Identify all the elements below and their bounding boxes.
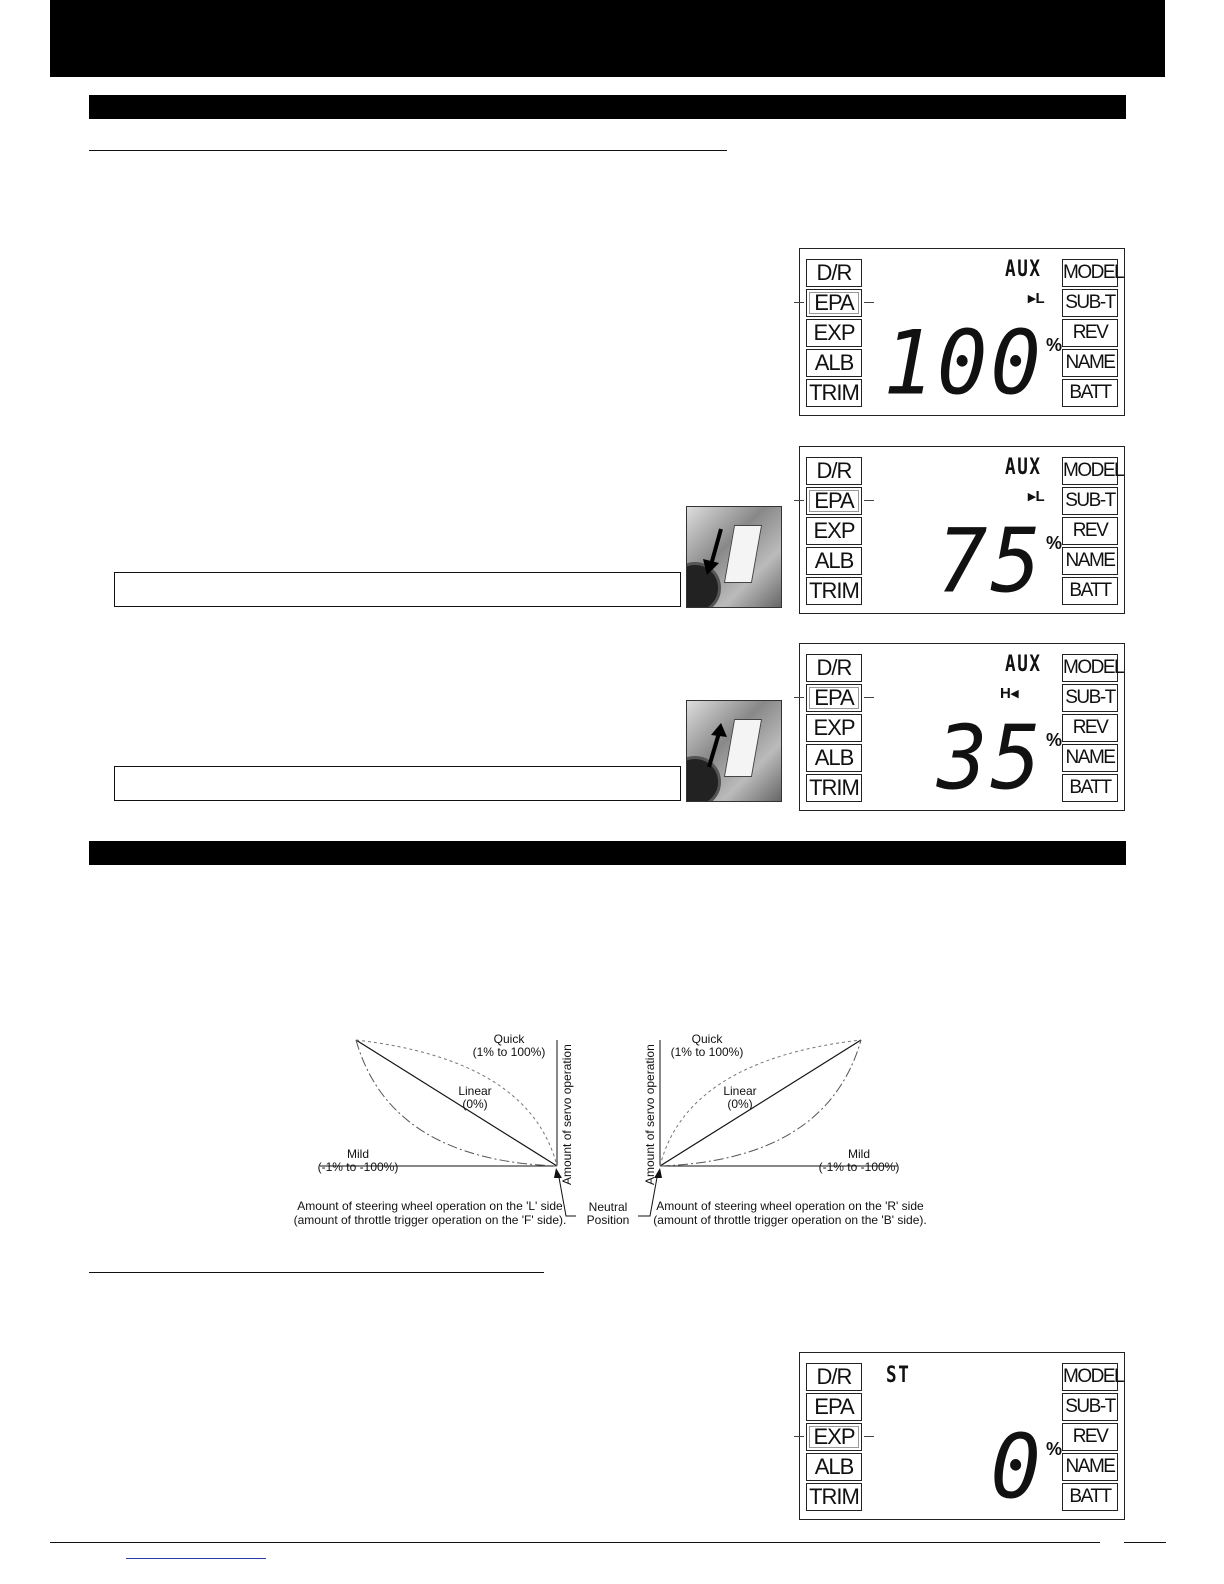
lcd-label-exp: EXP — [806, 517, 862, 545]
left-quick-label: Quick — [493, 1032, 525, 1046]
lcd-percent-sign: % — [1045, 730, 1062, 750]
lcd-label-alb: ALB — [806, 349, 862, 377]
blink-tick-left — [794, 697, 804, 698]
left-linear-label: Linear — [458, 1084, 492, 1098]
lcd-label-trim: TRIM — [806, 577, 862, 605]
lcd-label-batt: BATT — [1062, 1483, 1118, 1511]
lcd-label-dr: D/R — [806, 259, 862, 287]
left-x-label-2: (amount of throttle trigger operation on the 'F' side). — [293, 1213, 567, 1227]
lcd-channel: ST — [886, 1363, 911, 1388]
lcd-label-exp: EXP — [806, 319, 862, 347]
lcd-label-alb: ALB — [806, 547, 862, 575]
lcd-label-epa: EPA — [806, 289, 862, 317]
exponential-curve-diagram — [290, 1020, 930, 1260]
page-header-bar — [50, 0, 1165, 77]
note-box — [114, 572, 681, 607]
blink-tick-left — [794, 302, 804, 303]
blink-tick-left — [794, 500, 804, 501]
lcd-label-epa: EPA — [806, 1393, 862, 1421]
blink-tick-right — [864, 500, 874, 501]
lcd-label-rev: REV — [1062, 1423, 1118, 1451]
blink-tick-right — [864, 697, 874, 698]
right-quick-label: Quick — [691, 1032, 723, 1046]
lcd-display-aux-35 — [799, 643, 1125, 811]
lcd-label-rev: REV — [1062, 319, 1118, 347]
lcd-label-subt: SUB-T — [1062, 487, 1118, 515]
section-header-bar-epa — [89, 95, 1126, 119]
footer-rule — [50, 1542, 1100, 1543]
lcd-label-trim: TRIM — [806, 379, 862, 407]
lcd-label-model: MODEL — [1062, 457, 1118, 485]
lcd-channel: AUX — [1005, 455, 1042, 480]
lcd-label-alb: ALB — [806, 1453, 862, 1481]
lcd-label-dr: D/R — [806, 654, 862, 682]
lcd-value: 100 — [883, 311, 1044, 415]
lcd-label-rev: REV — [1062, 517, 1118, 545]
right-linear-range: (0%) — [727, 1097, 753, 1111]
lcd-direction: ▸L — [1028, 290, 1045, 307]
footer-link-underline[interactable] — [126, 1558, 266, 1559]
right-x-label-2: (amount of throttle trigger operation on the 'B' side). — [653, 1213, 927, 1227]
right-quick-range: (1% to 100%) — [670, 1045, 744, 1059]
lcd-channel: AUX — [1005, 652, 1042, 677]
lcd-percent-sign: % — [1045, 335, 1062, 355]
lcd-label-alb: ALB — [806, 744, 862, 772]
right-y-label: Amount of servo operation — [643, 1044, 657, 1185]
lcd-display-aux-100 — [799, 248, 1125, 416]
lcd-value: 35 — [936, 706, 1044, 810]
lcd-label-dr: D/R — [806, 1363, 862, 1391]
right-x-label-1: Amount of steering wheel operation on the 'R' side — [656, 1199, 924, 1213]
left-mild-label: Mild — [346, 1147, 370, 1161]
lcd-display-aux-75 — [799, 446, 1125, 614]
left-y-label: Amount of servo operation — [560, 1044, 574, 1185]
radio-arrow-down-icon — [701, 527, 731, 577]
lcd-channel: AUX — [1005, 257, 1042, 282]
lcd-label-batt: BATT — [1062, 774, 1118, 802]
lcd-label-name: NAME — [1062, 547, 1118, 575]
lcd-value: 75 — [936, 509, 1044, 613]
blink-tick-left — [794, 1436, 804, 1437]
lcd-percent-sign: % — [1045, 1439, 1062, 1459]
subsection-rule — [89, 1272, 544, 1273]
lcd-value: 0 — [990, 1415, 1044, 1519]
lcd-label-batt: BATT — [1062, 577, 1118, 605]
left-mild-range: (-1% to -100%) — [317, 1160, 399, 1174]
neutral-label-1: Neutral — [588, 1200, 628, 1214]
blink-tick-right — [864, 1436, 874, 1437]
left-x-label-1: Amount of steering wheel operation on the 'L' side — [297, 1199, 563, 1213]
lcd-label-trim: TRIM — [806, 1483, 862, 1511]
right-mild-range: (-1% to -100%) — [818, 1160, 900, 1174]
lcd-label-model: MODEL — [1062, 654, 1118, 682]
lcd-label-subt: SUB-T — [1062, 1393, 1118, 1421]
lcd-label-exp: EXP — [806, 714, 862, 742]
lcd-label-subt: SUB-T — [1062, 289, 1118, 317]
transmitter-illustration-down — [686, 506, 782, 608]
footer-page-rule — [1124, 1542, 1166, 1543]
lcd-label-batt: BATT — [1062, 379, 1118, 407]
lcd-display-st-0 — [799, 1352, 1125, 1520]
left-linear-range: (0%) — [462, 1097, 488, 1111]
section-header-bar-exp — [89, 841, 1126, 865]
lcd-label-trim: TRIM — [806, 774, 862, 802]
lcd-label-name: NAME — [1062, 349, 1118, 377]
right-mild-label: Mild — [847, 1147, 871, 1161]
subsection-rule — [89, 150, 727, 151]
lcd-label-name: NAME — [1062, 1453, 1118, 1481]
right-linear-label: Linear — [723, 1084, 757, 1098]
lcd-label-rev: REV — [1062, 714, 1118, 742]
lcd-label-model: MODEL — [1062, 259, 1118, 287]
lcd-label-epa: EPA — [806, 684, 862, 712]
lcd-direction: H◂ — [1000, 685, 1019, 702]
note-box — [114, 766, 681, 801]
blink-tick-right — [864, 302, 874, 303]
lcd-label-model: MODEL — [1062, 1363, 1118, 1391]
lcd-label-epa: EPA — [806, 487, 862, 515]
lcd-label-dr: D/R — [806, 457, 862, 485]
radio-arrow-up-icon — [701, 721, 731, 771]
transmitter-illustration-up — [686, 700, 782, 802]
lcd-percent-sign: % — [1045, 533, 1062, 553]
lcd-label-name: NAME — [1062, 744, 1118, 772]
lcd-label-subt: SUB-T — [1062, 684, 1118, 712]
left-quick-range: (1% to 100%) — [472, 1045, 546, 1059]
lcd-label-exp: EXP — [806, 1423, 862, 1451]
lcd-direction: ▸L — [1028, 488, 1045, 505]
neutral-label-2: Position — [586, 1213, 630, 1227]
